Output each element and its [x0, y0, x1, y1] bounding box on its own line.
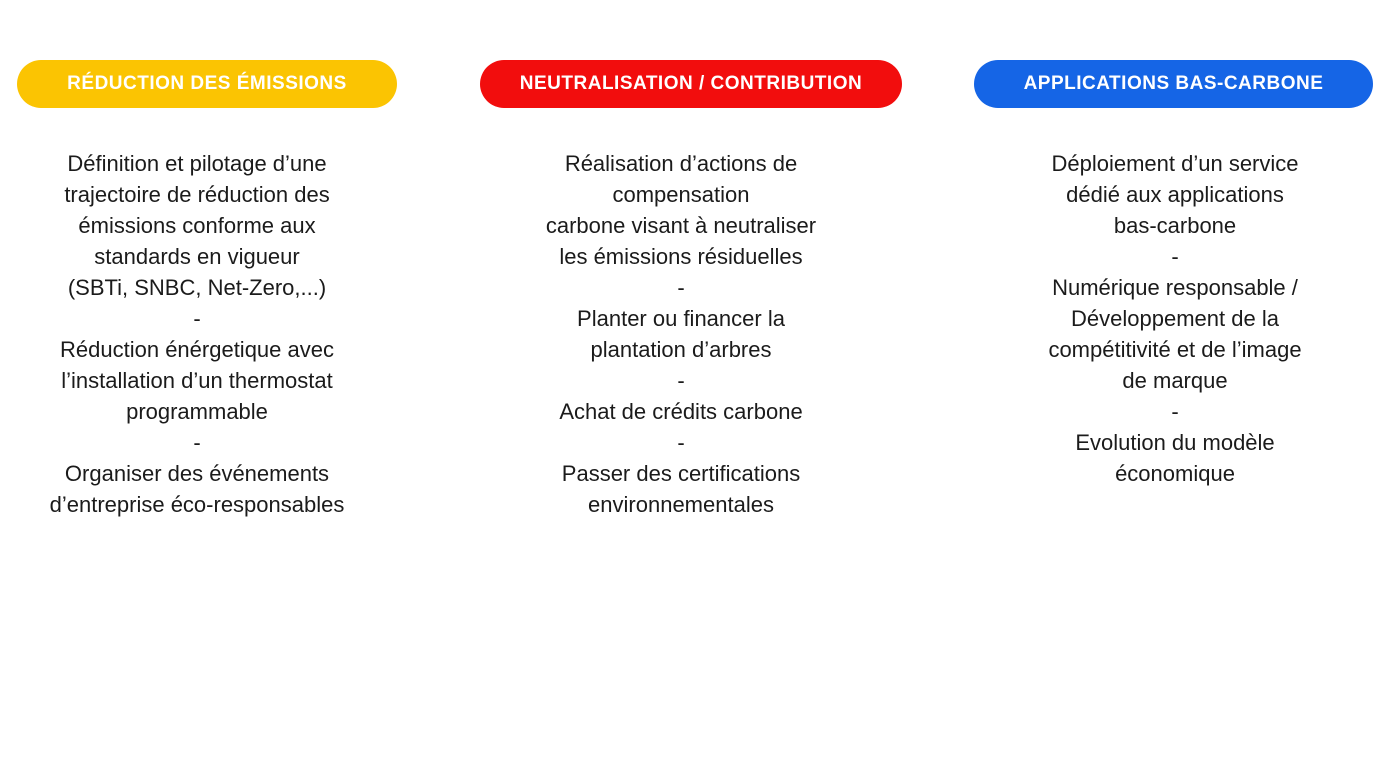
- column-header-pill: RÉDUCTION DES ÉMISSIONS: [17, 60, 397, 108]
- separator-dash: -: [677, 275, 685, 300]
- text-line: compensation: [612, 182, 750, 207]
- column-body: [975, 148, 1375, 489]
- column-header-pill: APPLICATIONS BAS-CARBONE: [974, 60, 1373, 108]
- column-reduction-emissions: [7, 60, 407, 520]
- text-line: Développement de la: [1071, 306, 1279, 331]
- text-line: compétitivité et de l’image: [1048, 337, 1302, 362]
- separator-dash: -: [193, 306, 201, 331]
- text-line: émissions conforme aux: [78, 213, 316, 238]
- column-body: [481, 148, 881, 520]
- text-line: économique: [1115, 461, 1235, 486]
- text-line: Réduction énérgetique avec: [60, 337, 334, 362]
- text-line: (SBTi, SNBC, Net-Zero,...): [67, 275, 327, 300]
- text-line: Définition et pilotage d’une: [67, 151, 327, 176]
- text-line: plantation d’arbres: [590, 337, 772, 362]
- column-applications-bas-carbone: [965, 60, 1385, 489]
- text-line: standards en vigueur: [94, 244, 300, 269]
- text-line: Planter ou financer la: [577, 306, 785, 331]
- text-line: trajectoire de réduction des: [64, 182, 330, 207]
- text-line: de marque: [1122, 368, 1228, 393]
- separator-dash: -: [677, 430, 685, 455]
- text-line: Déploiement d’un service: [1051, 151, 1299, 176]
- text-line: carbone visant à neutraliser: [545, 213, 817, 238]
- separator-dash: -: [193, 430, 201, 455]
- column-header-pill: NEUTRALISATION / CONTRIBUTION: [480, 60, 902, 108]
- text-line: Numérique responsable /: [1052, 275, 1298, 300]
- text-line: les émissions résiduelles: [559, 244, 803, 269]
- text-line: Achat de crédits carbone: [559, 399, 803, 424]
- text-line: environnementales: [588, 492, 774, 517]
- separator-dash: -: [1171, 399, 1179, 424]
- text-line: l’installation d’un thermostat: [61, 368, 333, 393]
- column-neutralisation-contribution: [471, 60, 911, 520]
- text-line: d’entreprise éco-responsables: [49, 492, 345, 517]
- separator-dash: -: [1171, 244, 1179, 269]
- text-line: bas-carbone: [1113, 213, 1237, 238]
- text-line: Passer des certifications: [561, 461, 801, 486]
- text-line: dédié aux applications: [1066, 182, 1284, 207]
- text-line: programmable: [126, 399, 268, 424]
- text-line: Organiser des événements: [64, 461, 330, 486]
- column-body: [7, 148, 387, 520]
- separator-dash: -: [677, 368, 685, 393]
- text-line: Réalisation d’actions de: [564, 151, 798, 176]
- text-line: Evolution du modèle: [1075, 430, 1275, 455]
